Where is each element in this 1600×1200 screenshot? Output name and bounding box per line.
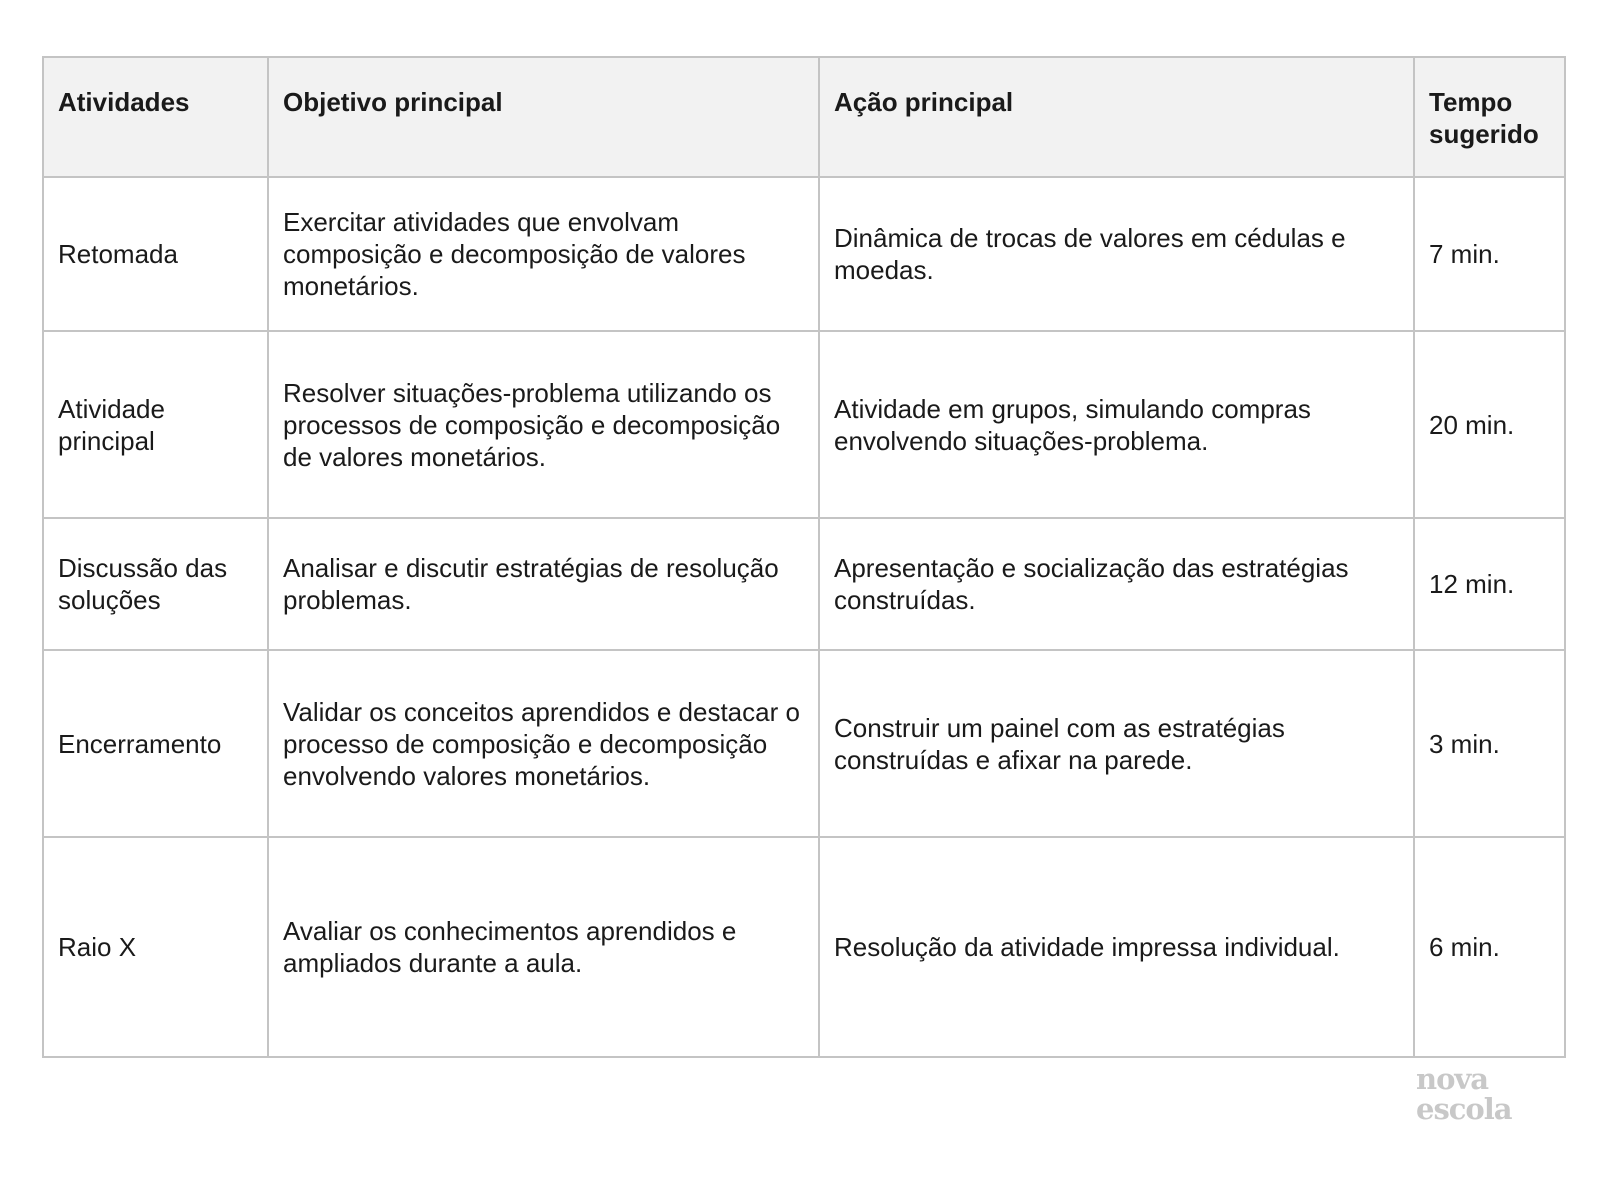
objective-cell: Analisar e discutir estratégias de resolução problemas. — [268, 518, 819, 650]
time-cell: 7 min. — [1414, 177, 1565, 331]
table-header — [43, 57, 1565, 177]
table-body — [43, 177, 1565, 1057]
header-activities: Atividades — [43, 57, 268, 177]
table-row — [43, 518, 1565, 650]
table-row — [43, 650, 1565, 837]
logo-line-nova: nova — [1416, 1062, 1489, 1096]
table-row — [43, 837, 1565, 1057]
activity-cell: Retomada — [43, 177, 268, 331]
header-action: Ação principal — [819, 57, 1414, 177]
table-row — [43, 331, 1565, 518]
header-row — [43, 57, 1565, 177]
time-cell: 6 min. — [1414, 837, 1565, 1057]
objective-cell: Avaliar os conhecimentos aprendidos e ampliados durante a aula. — [268, 837, 819, 1057]
activity-cell: Atividade principal — [43, 331, 268, 518]
action-cell: Dinâmica de trocas de valores em cédulas e moedas. — [819, 177, 1414, 331]
time-cell: 12 min. — [1414, 518, 1565, 650]
lesson-plan-table — [42, 56, 1566, 1058]
activity-cell: Raio X — [43, 837, 268, 1057]
header-time: Tempo sugerido — [1414, 57, 1565, 177]
action-cell: Atividade em grupos, simulando compras envolvendo situações-problema. — [819, 331, 1414, 518]
time-cell: 3 min. — [1414, 650, 1565, 837]
nova-escola-logo — [1416, 1064, 1536, 1124]
objective-cell: Resolver situações-problema utilizando os processos de composição e decomposição de valores monetários. — [268, 331, 819, 518]
activity-cell: Encerramento — [43, 650, 268, 837]
action-cell: Apresentação e socialização das estratégias construídas. — [819, 518, 1414, 650]
activity-cell: Discussão das soluções — [43, 518, 268, 650]
logo-line-escola: escola — [1416, 1092, 1512, 1126]
action-cell: Resolução da atividade impressa individual. — [819, 837, 1414, 1057]
header-objective: Objetivo principal — [268, 57, 819, 177]
table-row — [43, 177, 1565, 331]
objective-cell: Validar os conceitos aprendidos e destacar o processo de composição e decomposição envolvendo valores monetários. — [268, 650, 819, 837]
action-cell: Construir um painel com as estratégias construídas e afixar na parede. — [819, 650, 1414, 837]
objective-cell: Exercitar atividades que envolvam composição e decomposição de valores monetários. — [268, 177, 819, 331]
time-cell: 20 min. — [1414, 331, 1565, 518]
